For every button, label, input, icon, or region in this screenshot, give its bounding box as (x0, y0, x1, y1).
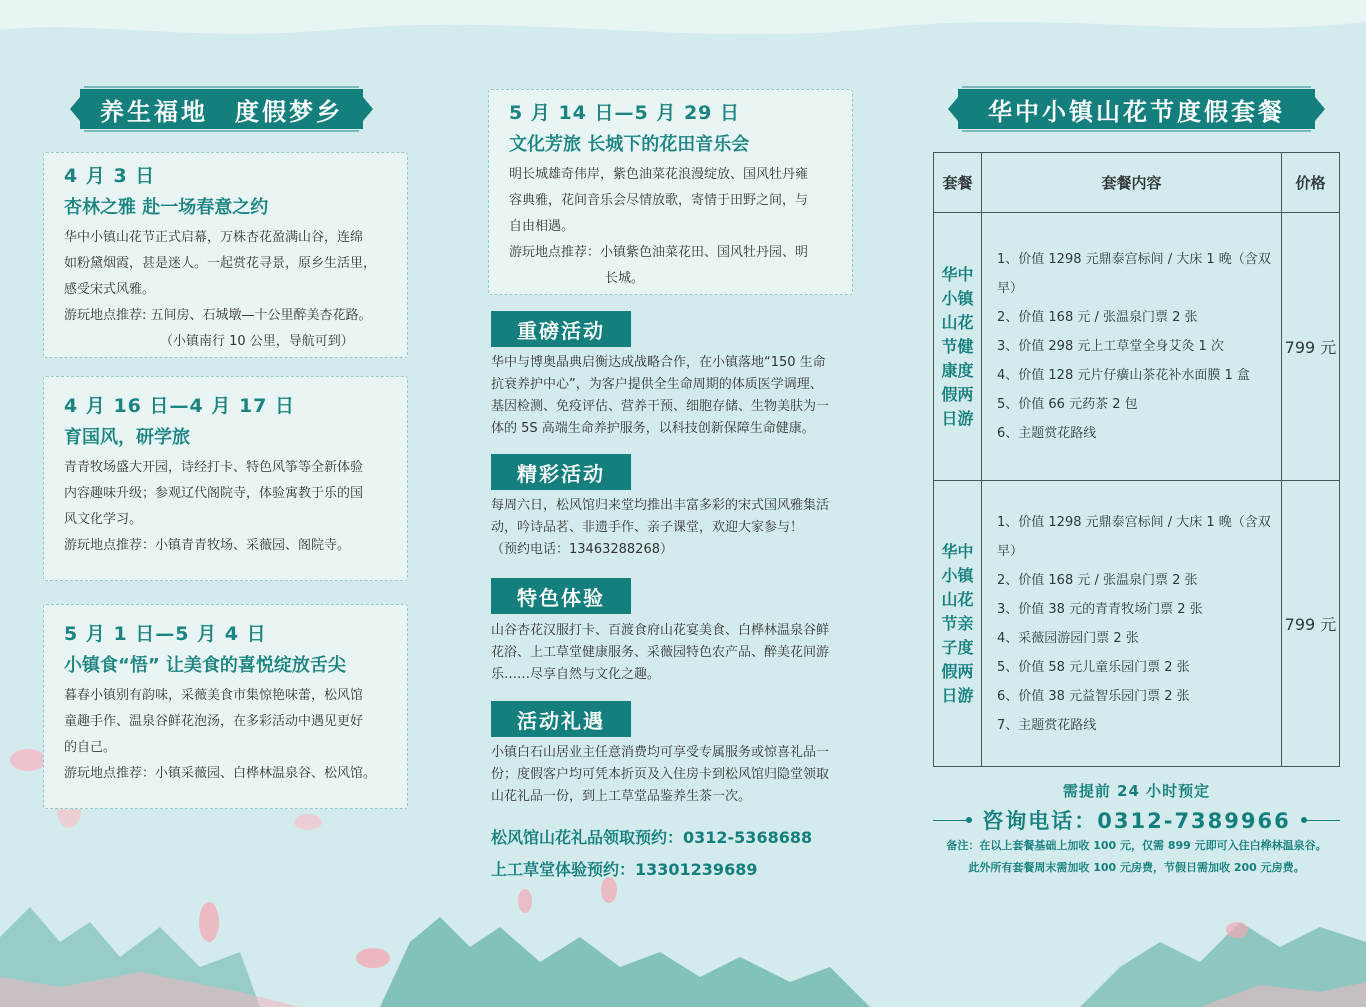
event-line: 自由相遇。 (509, 219, 575, 234)
event-card-apr3 (43, 152, 408, 358)
event-date: 5 月 1 日—5 月 4 日 (64, 623, 267, 645)
section-line: 动，吟诗品茗、非遗手作、亲子课堂，欢迎大家参与！ (491, 520, 804, 535)
event-line: 感受宋式风雅。 (64, 282, 156, 297)
event-line: 风文化学习。 (64, 512, 143, 527)
petal-decoration (195, 900, 223, 944)
event-title: 杏林之雅 赴一场春意之约 (64, 197, 269, 218)
section-line: 小镇白石山居业主任意消费均可享受专属服务或惊喜礼品一 (491, 745, 830, 760)
event-recommend-note: （小镇南行 10 公里，导航可到） (160, 334, 354, 349)
section-text-feature-experience (491, 620, 861, 686)
consult-phone (933, 805, 1340, 835)
section-tag-feature-experience: 特色体验 (491, 578, 631, 614)
package-price-family: 799 元 (1282, 481, 1340, 767)
package-name-line: 节健 (941, 336, 974, 356)
package-item: 7、主题赏花路线 (997, 717, 1097, 733)
right-column-header (958, 89, 1315, 129)
event-title: 小镇食“悟” 让美食的喜悦绽放舌尖 (64, 655, 346, 676)
package-table (933, 152, 1340, 767)
package-name-line: 假两 (941, 384, 974, 404)
package-name-line: 节亲 (941, 613, 974, 633)
package-name-line: 小镇 (941, 565, 974, 585)
package-name-line: 康度 (941, 360, 974, 380)
petal-decoration (355, 945, 391, 971)
section-tag-wonderful-event: 精彩活动 (491, 454, 631, 490)
column-header-price: 价格 (1282, 153, 1340, 213)
package-item: 4、采薇园游园门票 2 张 (997, 630, 1139, 646)
section-line: 体的 5S 高端生命养护服务，以科技创新保障生命健康。 (491, 421, 815, 436)
event-card-may14 (488, 89, 853, 295)
divider (1307, 820, 1340, 821)
column-header-content: 套餐内容 (982, 153, 1282, 213)
event-description (509, 162, 832, 292)
petal-decoration (515, 888, 535, 914)
event-line: 的自己。 (64, 740, 117, 755)
package-name-line: 华中 (941, 541, 974, 561)
event-card-apr16 (43, 376, 408, 581)
event-line: 如粉黛烟霞，甚是迷人。一起赏花寻景，原乡生活里， (64, 256, 377, 271)
section-line: 乐……尽享自然与文化之趣。 (491, 667, 661, 682)
event-title: 文化芳旅 长城下的花田音乐会 (509, 134, 750, 155)
event-line: 容典雅，花间音乐会尽情放歌，寄情于田野之间，与 (509, 193, 809, 208)
event-date: 4 月 16 日—4 月 17 日 (64, 395, 296, 417)
table-header-row (934, 153, 1340, 213)
package-price-health: 799 元 (1282, 213, 1340, 481)
package-name-line: 日游 (941, 685, 974, 705)
section-line: 抗衰养护中心”，为客户提供全生命周期的体质医学调理、 (491, 377, 823, 392)
section-text-wonderful-event (491, 495, 861, 561)
event-recommend: 游玩地点推荐：小镇青青牧场、采薇园、阁院寺。 (64, 538, 351, 553)
left-header-text: 养生福地 度假梦乡 (100, 97, 343, 126)
event-description (64, 683, 387, 787)
event-recommend: 游玩地点推荐：小镇采薇园、白桦林温泉谷、松风馆。 (64, 766, 377, 781)
experience-booking-contact: 上工草堂体验预约：13301239689 (491, 860, 758, 879)
column-header-package: 套餐 (934, 153, 982, 213)
event-description (64, 455, 387, 559)
table-row-health-package (934, 213, 1340, 481)
event-line: 内容趣味升级；参观辽代阁院寺，体验寓教于乐的国 (64, 486, 364, 501)
event-title: 育国风，研学旅 (64, 427, 190, 448)
section-line: 每周六日，松风馆归来堂均推出丰富多彩的宋式国风雅集活 (491, 498, 830, 513)
package-name-line: 日游 (941, 408, 974, 428)
package-name-line: 小镇 (941, 288, 974, 308)
package-item: 3、价值 298 元上工草堂全身艾灸 1 次 (997, 339, 1224, 354)
package-item: 5、价值 66 元药茶 2 包 (997, 397, 1138, 412)
package-item: 1、价值 1298 元鼎泰宫标间 / 大床 1 晚（含双早） (997, 252, 1271, 296)
section-line: 份；度假客户均可凭本折页及入住房卡到松风馆归隐堂领取 (491, 767, 830, 782)
section-line: 山花礼品一份，到上工草堂品鉴养生茶一次。 (491, 789, 752, 804)
package-name-line: 子度 (941, 637, 974, 657)
section-line: 华中与博奥晶典启衡达成战略合作，在小镇落地“150 生命 (491, 355, 826, 370)
package-item: 1、价值 1298 元鼎泰宫标间 / 大床 1 晚（含双早） (997, 514, 1271, 559)
package-item: 4、价值 128 元片仔癀山茶花补水面膜 1 盒 (997, 368, 1250, 383)
remark-line: 此外所有套餐周末需加收 100 元房费，节假日需加收 200 元房费。 (968, 861, 1305, 874)
package-name-health (934, 213, 982, 481)
event-line: 明长城雄奇伟岸，紫色油菜花浪漫绽放、国风牡丹雍 (509, 167, 809, 182)
event-recommend: 游玩地点推荐：小镇紫色油菜花田、国风牡丹园、明 (509, 245, 809, 260)
petal-decoration (8, 745, 48, 775)
package-items-family (982, 481, 1282, 767)
petal-decoration (1225, 920, 1249, 940)
event-date: 5 月 14 日—5 月 29 日 (509, 102, 741, 124)
package-item: 2、价值 168 元 / 张温泉门票 2 张 (997, 310, 1198, 325)
event-line: 华中小镇山花节正式启幕，万株杏花盈满山谷，连绵 (64, 230, 364, 245)
right-header-text: 华中小镇山花节度假套餐 (988, 97, 1285, 126)
event-line: 青青牧场盛大开园，诗经打卡、特色风筝等全新体验 (64, 460, 364, 475)
event-date: 4 月 3 日 (64, 165, 156, 187)
gift-booking-contact: 松风馆山花礼品领取预约：0312-5368688 (491, 828, 813, 847)
table-row-family-package (934, 481, 1340, 767)
package-items-health (982, 213, 1282, 481)
event-recommend-note: 长城。 (605, 271, 645, 286)
petal-decoration (293, 812, 323, 832)
divider (933, 820, 966, 821)
event-recommend: 游玩地点推荐: 五间房、石城墩—十公里醉美杏花路。 (64, 308, 372, 323)
remark-line: 备注：在以上套餐基础上加收 100 元，仅需 899 元即可入住白桦林温泉谷。 (946, 839, 1327, 852)
event-line: 童趣手作、温泉谷鲜花泡汤，在多彩活动中遇见更好 (64, 714, 364, 729)
package-name-family (934, 481, 982, 767)
package-item: 3、价值 38 元的青青牧场门票 2 张 (997, 601, 1203, 617)
left-column-header (80, 89, 363, 129)
event-card-may1 (43, 604, 408, 809)
package-name-line: 山花 (941, 589, 974, 609)
package-name-line: 华中 (941, 264, 974, 284)
event-line: 暮春小镇别有韵味，采薇美食市集惊艳味蕾，松风馆 (64, 688, 364, 703)
package-name-line: 山花 (941, 312, 974, 332)
package-item: 5、价值 58 元儿童乐园门票 2 张 (997, 659, 1190, 675)
section-tag-major-event: 重磅活动 (491, 311, 631, 347)
top-wave-decoration (0, 0, 1366, 60)
section-line: 基因检测、免疫评估、营养干预、细胞存储、生物美肤为一 (491, 399, 830, 414)
consult-phone-text: 咨询电话：0312-7389966 (982, 809, 1291, 833)
package-name-line: 假两 (941, 661, 974, 681)
section-line: 山谷杏花汉服打卡、百渡食府山花宴美食、白桦林温泉谷鲜 (491, 623, 830, 638)
section-text-gift (491, 742, 861, 808)
section-text-major-event (491, 352, 861, 440)
section-line: （预约电话：13463288268） (491, 542, 673, 557)
event-description (64, 225, 387, 355)
section-line: 花浴、上工草堂健康服务、采薇园特色农产品、醉美花间游 (491, 645, 830, 660)
section-tag-gift: 活动礼遇 (491, 701, 631, 737)
package-item: 6、主题赏花路线 (997, 426, 1097, 441)
package-item: 2、价值 168 元 / 张温泉门票 2 张 (997, 572, 1198, 588)
advance-booking-note: 需提前 24 小时预定 (1062, 782, 1211, 800)
package-item: 6、价值 38 元益智乐园门票 2 张 (997, 688, 1190, 704)
